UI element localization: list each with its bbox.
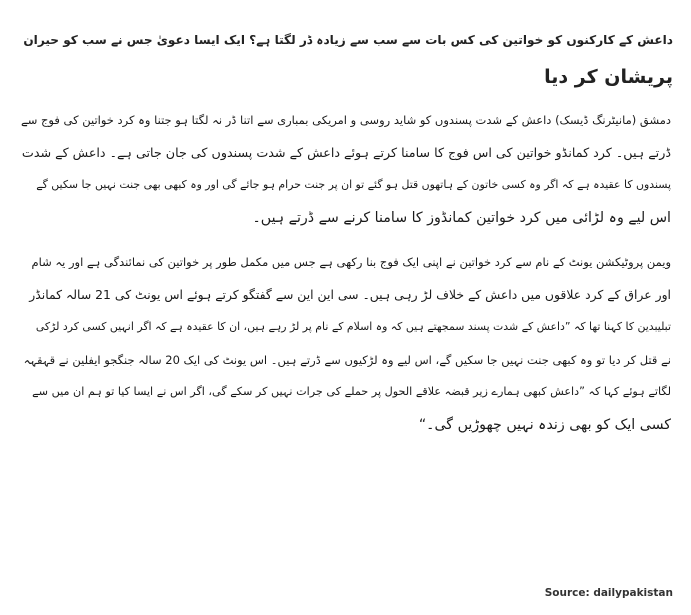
paragraph-line: لگاتے ہوئے کہا کہ ”داعش کبھی ہمارے زیر قبضہ علاقے الحول پر حملے کی جرات نہیں کر سکے گی، اگر اس نے ایسا کیا تو ہم ان میں سے	[32, 385, 671, 398]
headline-line: داعش کے کارکنوں کو خواتین کی کس بات سے سب سے زیادہ ڈر لگتا ہے؟ ایک ایسا دعویٰ جس نے سب کو حیران	[23, 33, 673, 47]
headline-line: پریشان کر دیا	[544, 66, 673, 88]
paragraph-line: اور عراق کے کرد علاقوں میں داعش کے خلاف لڑ رہی ہیں۔ سی این این سے گفتگو کرتے ہوئے اس یونٹ کی 21 سالہ کمانڈر	[29, 286, 671, 302]
paragraph-line: تبلیبدین کا کہنا تھا کہ ”داعش کے شدت پسند سمجھتے ہیں کہ وہ اسلام کے نام پر لڑ رہے ہیں، ان کا عقیدہ ہے کہ اگر انہیں کسی کرد لڑکی	[35, 320, 671, 333]
paragraph-line: ویمن پروٹیکشن یونٹ کے نام سے کرد خواتین نے اپنی ایک فوج بنا رکھی ہے جس میں مکمل طور پر خواتین کی نمائندگی ہے اور یہ شام	[31, 255, 671, 269]
paragraph-line: دمشق (مانیٹرنگ ڈیسک) داعش کے شدت پسندوں کو شاید روسی و امریکی بمباری سے اتنا ڈر نہ لگتا ہو جتنا وہ کرد خواتین کی فوج سے	[20, 113, 671, 127]
paragraph-line: اس لیے وہ لڑائی میں کرد خواتین کمانڈوز کا سامنا کرنے سے ڈرتے ہیں۔	[252, 209, 671, 226]
paragraph-line: نے قتل کر دیا تو وہ کبھی جنت نہیں جا سکیں گے، اس لیے وہ لڑکیوں سے ڈرتے ہیں۔ اس یونٹ کی ایک 20 سالہ جنگجو ایفلین نے قہقہہ	[23, 352, 671, 367]
source-credit: Source: dailypakistan	[544, 587, 673, 599]
paragraph-line: کسی ایک کو بھی زندہ نہیں چھوڑیں گی۔“	[418, 416, 671, 433]
article-paragraph-2	[20, 246, 671, 441]
paragraph-line: پسندوں کا عقیدہ ہے کہ اگر وہ کسی خاتون کے ہاتھوں قتل ہو گئے تو ان پر جنت حرام ہو جائے گی اور وہ کبھی بھی جنت نہیں جا سکیں گے	[36, 178, 671, 191]
paragraph-line: ڈرتے ہیں۔ کرد کمانڈو خواتین کی اس فوج کا سامنا کرتے ہوئے داعش کے شدت پسندوں کی جان جاتی ہے۔ داعش کے شدت	[21, 144, 671, 160]
article-headline	[18, 22, 673, 96]
article-paragraph-1	[20, 104, 671, 234]
